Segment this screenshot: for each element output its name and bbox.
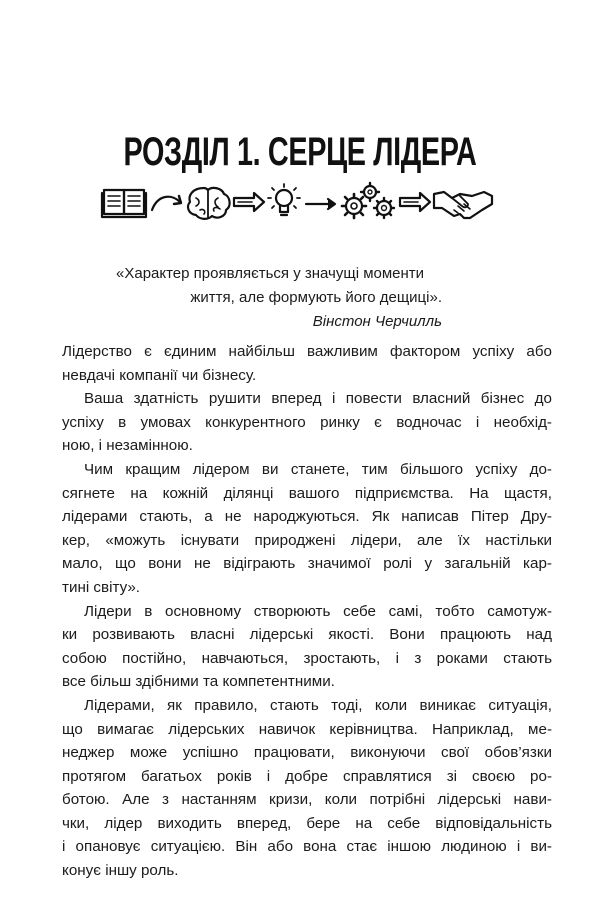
text-line: конує іншу роль. [62,862,179,880]
arrow-icon [152,196,181,210]
text-line: Лідерами, як правило, стають тоді, коли виникає ситуація, [84,696,552,714]
handshake-icon [434,192,492,218]
book-icon [102,190,146,217]
text-line: чки, лідер виходить вперед, бере на себе відповідальність [62,814,552,832]
text-line: що вимагає лідерських навичок керівництва. Наприклад, ме- [62,720,552,738]
text-line: мало, що вони не відіграють значимої ролі у загальній кар- [62,555,552,573]
text-line: кер, «можуть існувати природжені лідери, але їх настільки [62,531,552,549]
text-line: успіху в умовах конкурентного ринку є водночас і необхід- [62,413,552,431]
arrow-icon [234,193,264,211]
text-line: Лідерство є єдиним найбільш важливим фактором успіху або [62,343,552,360]
chapter-icon-strip [100,180,500,224]
text-line: все більш здібними та компетентними. [62,673,335,691]
epigraph [116,262,442,334]
arrow-icon [306,199,335,209]
text-line: тині світу». [62,578,141,596]
arrow-icon [400,193,430,211]
epigraph-quote-line: життя, але формують його дещиці». [190,289,442,306]
text-line: ною, і незамінною. [62,437,193,455]
lightbulb-icon [268,184,300,215]
text-line: Ваша здатність рушити вперед і повести власний бізнес до [84,390,552,408]
text-line: Лідери в основному створюють себе самі, тобто самотуж- [84,602,552,620]
text-line: собою постійно, навчаються, зростають, і з роками стають [62,649,552,667]
text-line: сягнете на кожній ділянці вашого підприємства. На щастя, [62,484,552,502]
brain-icon [188,188,230,219]
gears-icon [342,183,394,218]
text-line: Чим кращим лідером ви станете, тим більшого успіху до- [84,460,552,478]
text-line: протягом багатьох років і добре справлятися зі своєю ро- [62,767,552,785]
text-line: невдачі компанії чи бізнесу. [62,366,257,384]
text-line: ботою. Але з настанням кризи, коли потрібні лідерські нави- [62,791,552,809]
epigraph-author: Вінстон Черчилль [312,313,442,330]
epigraph-quote-line: «Характер проявляється у значущі моменти [116,265,425,282]
text-line: неджер може успішно працювати, виконуючи свої обов’язки [62,744,552,762]
text-line: і опановує ситуацією. Він або вона стає іншою людиною і ви- [62,838,552,856]
body-text [62,340,552,883]
text-line: ки розвивають власні лідерські якості. Вони працюють над [62,626,552,644]
chapter-title: РОЗДІЛ 1. СЕРЦЕ ЛІДЕРА [123,130,477,174]
text-line: лідерами стають, а не народжуються. Як написав Пітер Дру- [62,508,552,526]
